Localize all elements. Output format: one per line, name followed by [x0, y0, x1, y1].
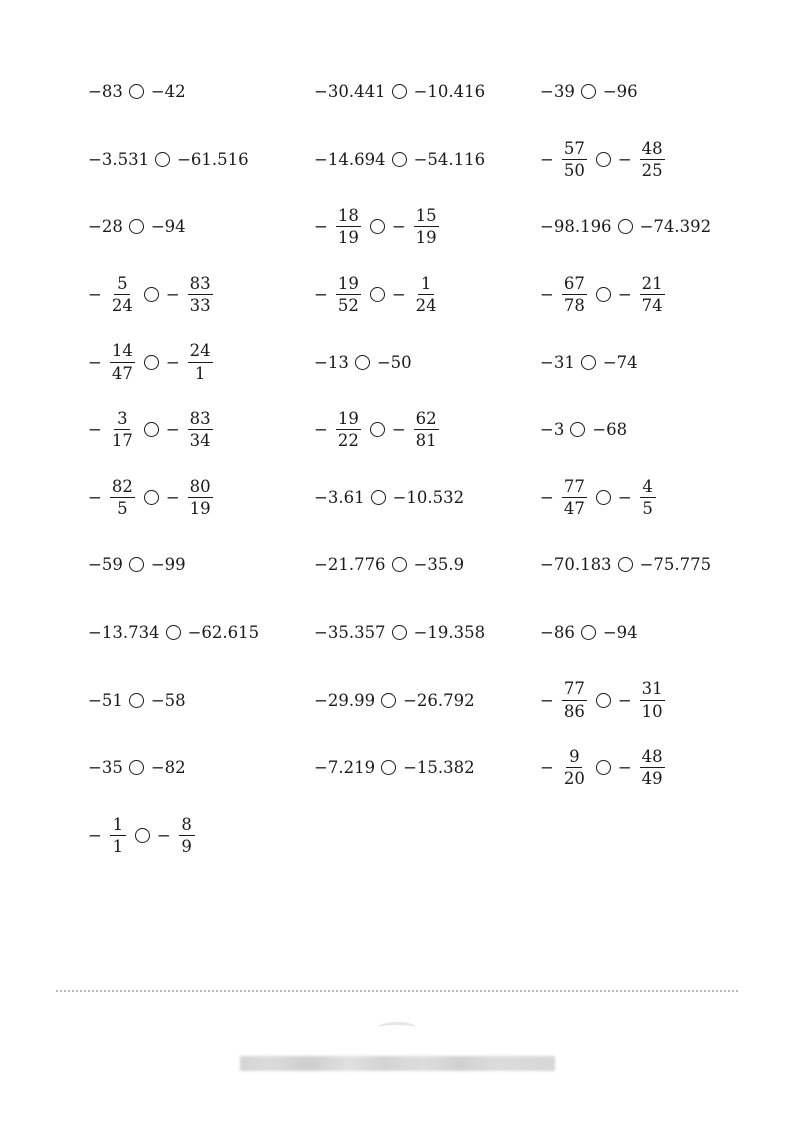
answer-circle[interactable] — [144, 422, 159, 437]
answer-circle[interactable] — [596, 490, 611, 505]
left-operand — [314, 691, 375, 710]
comparison-problem — [88, 666, 314, 734]
answer-circle[interactable] — [581, 84, 596, 99]
right-operand — [414, 82, 486, 101]
numerator: 19 — [336, 275, 361, 295]
denominator: 78 — [563, 296, 585, 316]
number-value: −58 — [150, 690, 186, 710]
number-value: −51 — [88, 690, 123, 710]
comparison-problem — [540, 193, 768, 261]
denominator: 24 — [111, 296, 133, 316]
numerator: 62 — [414, 410, 439, 430]
number-value: −35.357 — [314, 623, 386, 643]
fraction — [640, 140, 665, 180]
fraction — [562, 478, 587, 518]
answer-circle[interactable] — [596, 152, 611, 167]
number-value: −96 — [602, 82, 638, 102]
number-value: −13.734 — [88, 623, 160, 643]
numerator: 83 — [188, 410, 213, 430]
number-value: −86 — [540, 623, 575, 643]
number-value: −39 — [540, 82, 575, 102]
answer-circle[interactable] — [370, 219, 385, 234]
minus-sign: − — [540, 758, 554, 778]
left-operand — [88, 410, 138, 450]
answer-circle[interactable] — [155, 152, 170, 167]
comparison-problem — [88, 802, 314, 870]
right-operand — [403, 758, 475, 777]
right-operand — [392, 410, 442, 450]
numerator: 14 — [110, 342, 135, 362]
fraction — [414, 275, 439, 315]
number-value: −14.694 — [314, 149, 386, 169]
comparison-problem — [314, 464, 540, 532]
numerator: 77 — [562, 478, 587, 498]
number-value: −42 — [150, 82, 186, 102]
fraction — [188, 275, 213, 315]
left-operand — [314, 410, 364, 450]
numerator: 24 — [188, 342, 213, 362]
left-operand — [540, 217, 612, 236]
minus-sign: − — [88, 285, 102, 305]
right-operand — [618, 140, 668, 180]
numerator: 67 — [562, 275, 587, 295]
answer-circle[interactable] — [144, 490, 159, 505]
comparison-problem — [88, 531, 314, 599]
numerator: 1 — [110, 816, 126, 836]
left-operand — [314, 758, 375, 777]
numerator: 57 — [562, 140, 587, 160]
denominator: 19 — [337, 228, 359, 248]
minus-sign: − — [540, 690, 554, 710]
denominator: 5 — [117, 498, 128, 518]
number-value: −15.382 — [403, 758, 475, 778]
minus-sign: − — [540, 149, 554, 169]
number-value: −13 — [314, 352, 349, 372]
minus-sign: − — [617, 149, 632, 169]
comparison-problem — [88, 58, 314, 126]
denominator: 20 — [563, 769, 585, 789]
fraction — [110, 410, 135, 450]
right-operand — [603, 353, 638, 372]
left-operand — [540, 478, 590, 518]
comparison-problem — [88, 261, 314, 329]
number-value: −54.116 — [413, 149, 486, 169]
number-value: −7.219 — [314, 758, 376, 778]
denominator: 10 — [641, 701, 663, 721]
numerator: 19 — [336, 410, 361, 430]
numerator: 5 — [114, 275, 130, 295]
answer-circle[interactable] — [581, 625, 596, 640]
number-value: −3.531 — [88, 149, 150, 169]
right-operand — [414, 623, 486, 642]
left-operand — [314, 150, 386, 169]
right-operand — [603, 82, 638, 101]
answer-circle[interactable] — [596, 693, 611, 708]
fraction — [562, 140, 587, 180]
numerator: 31 — [640, 680, 665, 700]
left-operand — [314, 488, 365, 507]
comparison-problem — [314, 396, 540, 464]
right-operand — [151, 217, 186, 236]
right-operand — [166, 275, 216, 315]
denominator: 34 — [189, 431, 211, 451]
comparison-problem — [314, 599, 540, 667]
comparison-problem — [88, 599, 314, 667]
right-operand — [392, 275, 442, 315]
dotted-divider — [56, 990, 738, 992]
number-value: −94 — [150, 217, 186, 237]
fraction — [640, 748, 665, 788]
numerator: 77 — [562, 680, 587, 700]
comparison-problem — [314, 328, 540, 396]
comparison-problem — [540, 734, 768, 802]
fraction — [640, 478, 656, 518]
denominator: 47 — [111, 363, 133, 383]
right-operand — [151, 758, 186, 777]
denominator: 9 — [181, 836, 192, 856]
minus-sign: − — [314, 217, 328, 237]
fraction — [110, 478, 135, 518]
answer-circle[interactable] — [392, 84, 407, 99]
left-operand — [540, 680, 590, 720]
denominator: 52 — [337, 296, 359, 316]
comparison-problem — [314, 261, 540, 329]
comparison-problem — [314, 734, 540, 802]
denominator: 74 — [641, 296, 663, 316]
number-value: −99 — [150, 555, 186, 575]
left-operand — [88, 342, 138, 382]
fraction — [414, 410, 439, 450]
right-operand — [157, 816, 198, 856]
numerator: 15 — [414, 207, 439, 227]
comparison-problem — [88, 464, 314, 532]
comparison-problem — [540, 666, 768, 734]
minus-sign: − — [156, 825, 171, 845]
right-operand — [393, 488, 465, 507]
right-operand — [592, 420, 627, 439]
right-operand — [414, 555, 465, 574]
answer-circle[interactable] — [570, 422, 585, 437]
right-operand — [177, 150, 249, 169]
number-value: −35.9 — [413, 555, 465, 575]
numerator: 3 — [114, 410, 130, 430]
answer-circle[interactable] — [166, 625, 181, 640]
minus-sign: − — [88, 825, 102, 845]
number-value: −68 — [592, 420, 628, 440]
number-value: −82 — [150, 758, 186, 778]
left-operand — [314, 353, 349, 372]
number-value: −31 — [540, 352, 575, 372]
numerator: 83 — [188, 275, 213, 295]
fraction — [640, 275, 665, 315]
answer-circle[interactable] — [596, 287, 611, 302]
right-operand — [640, 555, 712, 574]
comparison-problem — [88, 126, 314, 194]
left-operand — [540, 420, 564, 439]
minus-sign: − — [88, 487, 102, 507]
comparison-problem — [540, 126, 768, 194]
left-operand — [314, 275, 364, 315]
footer-logo-icon — [378, 1022, 416, 1033]
answer-circle[interactable] — [596, 760, 611, 775]
comparison-problem — [314, 126, 540, 194]
fraction — [188, 478, 213, 518]
minus-sign: − — [540, 285, 554, 305]
fraction — [188, 410, 213, 450]
numerator: 82 — [110, 478, 135, 498]
denominator: 50 — [563, 160, 585, 180]
number-value: −75.775 — [639, 555, 712, 575]
left-operand — [88, 691, 123, 710]
denominator: 47 — [563, 498, 585, 518]
number-value: −10.416 — [413, 82, 486, 102]
answer-circle[interactable] — [370, 287, 385, 302]
denominator: 22 — [337, 431, 359, 451]
minus-sign: − — [617, 285, 632, 305]
problem-grid — [88, 58, 768, 869]
answer-circle[interactable] — [129, 84, 144, 99]
right-operand — [618, 478, 659, 518]
minus-sign: − — [165, 420, 180, 440]
left-operand — [314, 623, 386, 642]
numerator: 18 — [336, 207, 361, 227]
left-operand — [88, 555, 123, 574]
denominator: 1 — [112, 836, 124, 856]
number-value: −70.183 — [540, 555, 612, 575]
comparison-problem — [540, 599, 768, 667]
right-operand — [166, 478, 216, 518]
right-operand — [618, 275, 668, 315]
number-value: −10.532 — [392, 487, 465, 507]
number-value: −74 — [602, 352, 638, 372]
left-operand — [540, 275, 590, 315]
fraction — [110, 816, 126, 856]
left-operand — [540, 748, 590, 788]
answer-circle[interactable] — [618, 557, 633, 572]
comparison-problem — [540, 531, 768, 599]
answer-circle[interactable] — [371, 490, 386, 505]
denominator: 25 — [641, 160, 663, 180]
answer-circle[interactable] — [618, 219, 633, 234]
right-operand — [151, 82, 186, 101]
left-operand — [314, 82, 386, 101]
minus-sign: − — [617, 487, 632, 507]
denominator: 33 — [189, 296, 211, 316]
number-value: −29.99 — [314, 690, 376, 710]
denominator: 5 — [642, 498, 653, 518]
minus-sign: − — [314, 285, 328, 305]
left-operand — [314, 555, 386, 574]
number-value: −74.392 — [639, 217, 712, 237]
answer-circle[interactable] — [129, 760, 144, 775]
comparison-problem — [314, 531, 540, 599]
denominator: 24 — [415, 296, 437, 316]
fraction — [562, 680, 587, 720]
denominator: 81 — [415, 431, 437, 451]
right-operand — [151, 555, 186, 574]
right-operand — [414, 150, 486, 169]
left-operand — [88, 478, 138, 518]
number-value: −26.792 — [403, 690, 475, 710]
minus-sign: − — [314, 420, 328, 440]
minus-sign: − — [391, 420, 406, 440]
right-operand — [640, 217, 712, 236]
left-operand — [88, 758, 123, 777]
left-operand — [88, 275, 138, 315]
number-value: −61.516 — [177, 149, 249, 169]
answer-circle[interactable] — [381, 693, 396, 708]
fraction — [414, 207, 439, 247]
left-operand — [88, 82, 123, 101]
answer-circle[interactable] — [144, 355, 159, 370]
minus-sign: − — [88, 420, 102, 440]
answer-circle[interactable] — [144, 287, 159, 302]
comparison-problem — [540, 58, 768, 126]
number-value: −30.441 — [314, 82, 386, 102]
numerator: 4 — [640, 478, 656, 498]
left-operand — [540, 82, 575, 101]
left-operand — [88, 150, 149, 169]
fraction — [110, 342, 135, 382]
number-value: −98.196 — [540, 217, 612, 237]
numerator: 8 — [179, 816, 195, 836]
right-operand — [392, 207, 442, 247]
right-operand — [166, 342, 216, 382]
comparison-problem — [88, 328, 314, 396]
number-value: −3.61 — [314, 487, 365, 507]
number-value: −28 — [88, 217, 123, 237]
number-value: −3 — [540, 420, 565, 440]
answer-circle[interactable] — [381, 760, 396, 775]
comparison-problem — [540, 464, 768, 532]
right-operand — [618, 680, 668, 720]
denominator: 86 — [563, 701, 585, 721]
comparison-problem — [314, 193, 540, 261]
fraction — [336, 410, 361, 450]
comparison-problem — [314, 666, 540, 734]
fraction — [562, 748, 587, 788]
answer-circle[interactable] — [392, 557, 407, 572]
right-operand — [603, 623, 638, 642]
left-operand — [540, 140, 590, 180]
answer-circle[interactable] — [135, 828, 150, 843]
left-operand — [88, 623, 160, 642]
fraction — [110, 275, 135, 315]
minus-sign: − — [391, 285, 406, 305]
comparison-problem — [540, 396, 768, 464]
comparison-problem — [540, 328, 768, 396]
fraction — [179, 816, 195, 856]
comparison-problem — [88, 396, 314, 464]
minus-sign: − — [617, 758, 632, 778]
numerator: 9 — [566, 748, 582, 768]
answer-circle[interactable] — [129, 219, 144, 234]
left-operand — [540, 623, 575, 642]
minus-sign: − — [165, 352, 180, 372]
fraction — [336, 275, 361, 315]
denominator: 17 — [111, 431, 133, 451]
answer-circle[interactable] — [392, 152, 407, 167]
comparison-problem — [540, 261, 768, 329]
right-operand — [618, 748, 668, 788]
answer-circle[interactable] — [392, 625, 407, 640]
answer-circle[interactable] — [581, 355, 596, 370]
number-value: −50 — [376, 352, 412, 372]
comparison-problem — [88, 193, 314, 261]
number-value: −21.776 — [314, 555, 386, 575]
denominator: 19 — [189, 498, 211, 518]
fraction — [640, 680, 665, 720]
denominator: 49 — [641, 769, 663, 789]
minus-sign: − — [617, 690, 632, 710]
answer-circle[interactable] — [129, 557, 144, 572]
right-operand — [403, 691, 475, 710]
left-operand — [540, 353, 575, 372]
right-operand — [166, 410, 216, 450]
left-operand — [540, 555, 612, 574]
number-value: −59 — [88, 555, 123, 575]
left-operand — [88, 217, 123, 236]
number-value: −94 — [602, 623, 638, 643]
comparison-problem — [88, 734, 314, 802]
minus-sign: − — [165, 285, 180, 305]
number-value: −19.358 — [413, 623, 486, 643]
left-operand — [314, 207, 364, 247]
number-value: −62.615 — [187, 623, 260, 643]
number-value: −83 — [88, 82, 123, 102]
minus-sign: − — [165, 487, 180, 507]
minus-sign: − — [391, 217, 406, 237]
numerator: 80 — [188, 478, 213, 498]
fraction — [188, 342, 213, 382]
numerator: 1 — [418, 275, 434, 295]
right-operand — [377, 353, 412, 372]
comparison-problem — [314, 58, 540, 126]
minus-sign: − — [540, 487, 554, 507]
numerator: 48 — [640, 140, 665, 160]
denominator: 19 — [415, 228, 437, 248]
answer-circle[interactable] — [370, 422, 385, 437]
numerator: 48 — [640, 748, 665, 768]
minus-sign: − — [88, 352, 102, 372]
denominator: 1 — [194, 363, 206, 383]
numerator: 21 — [640, 275, 665, 295]
right-operand — [151, 691, 186, 710]
fraction — [562, 275, 587, 315]
fraction — [336, 207, 361, 247]
number-value: −35 — [88, 758, 123, 778]
answer-circle[interactable] — [129, 693, 144, 708]
left-operand — [88, 816, 129, 856]
answer-circle[interactable] — [355, 355, 370, 370]
right-operand — [188, 623, 260, 642]
footer-blurred-text — [240, 1056, 555, 1071]
